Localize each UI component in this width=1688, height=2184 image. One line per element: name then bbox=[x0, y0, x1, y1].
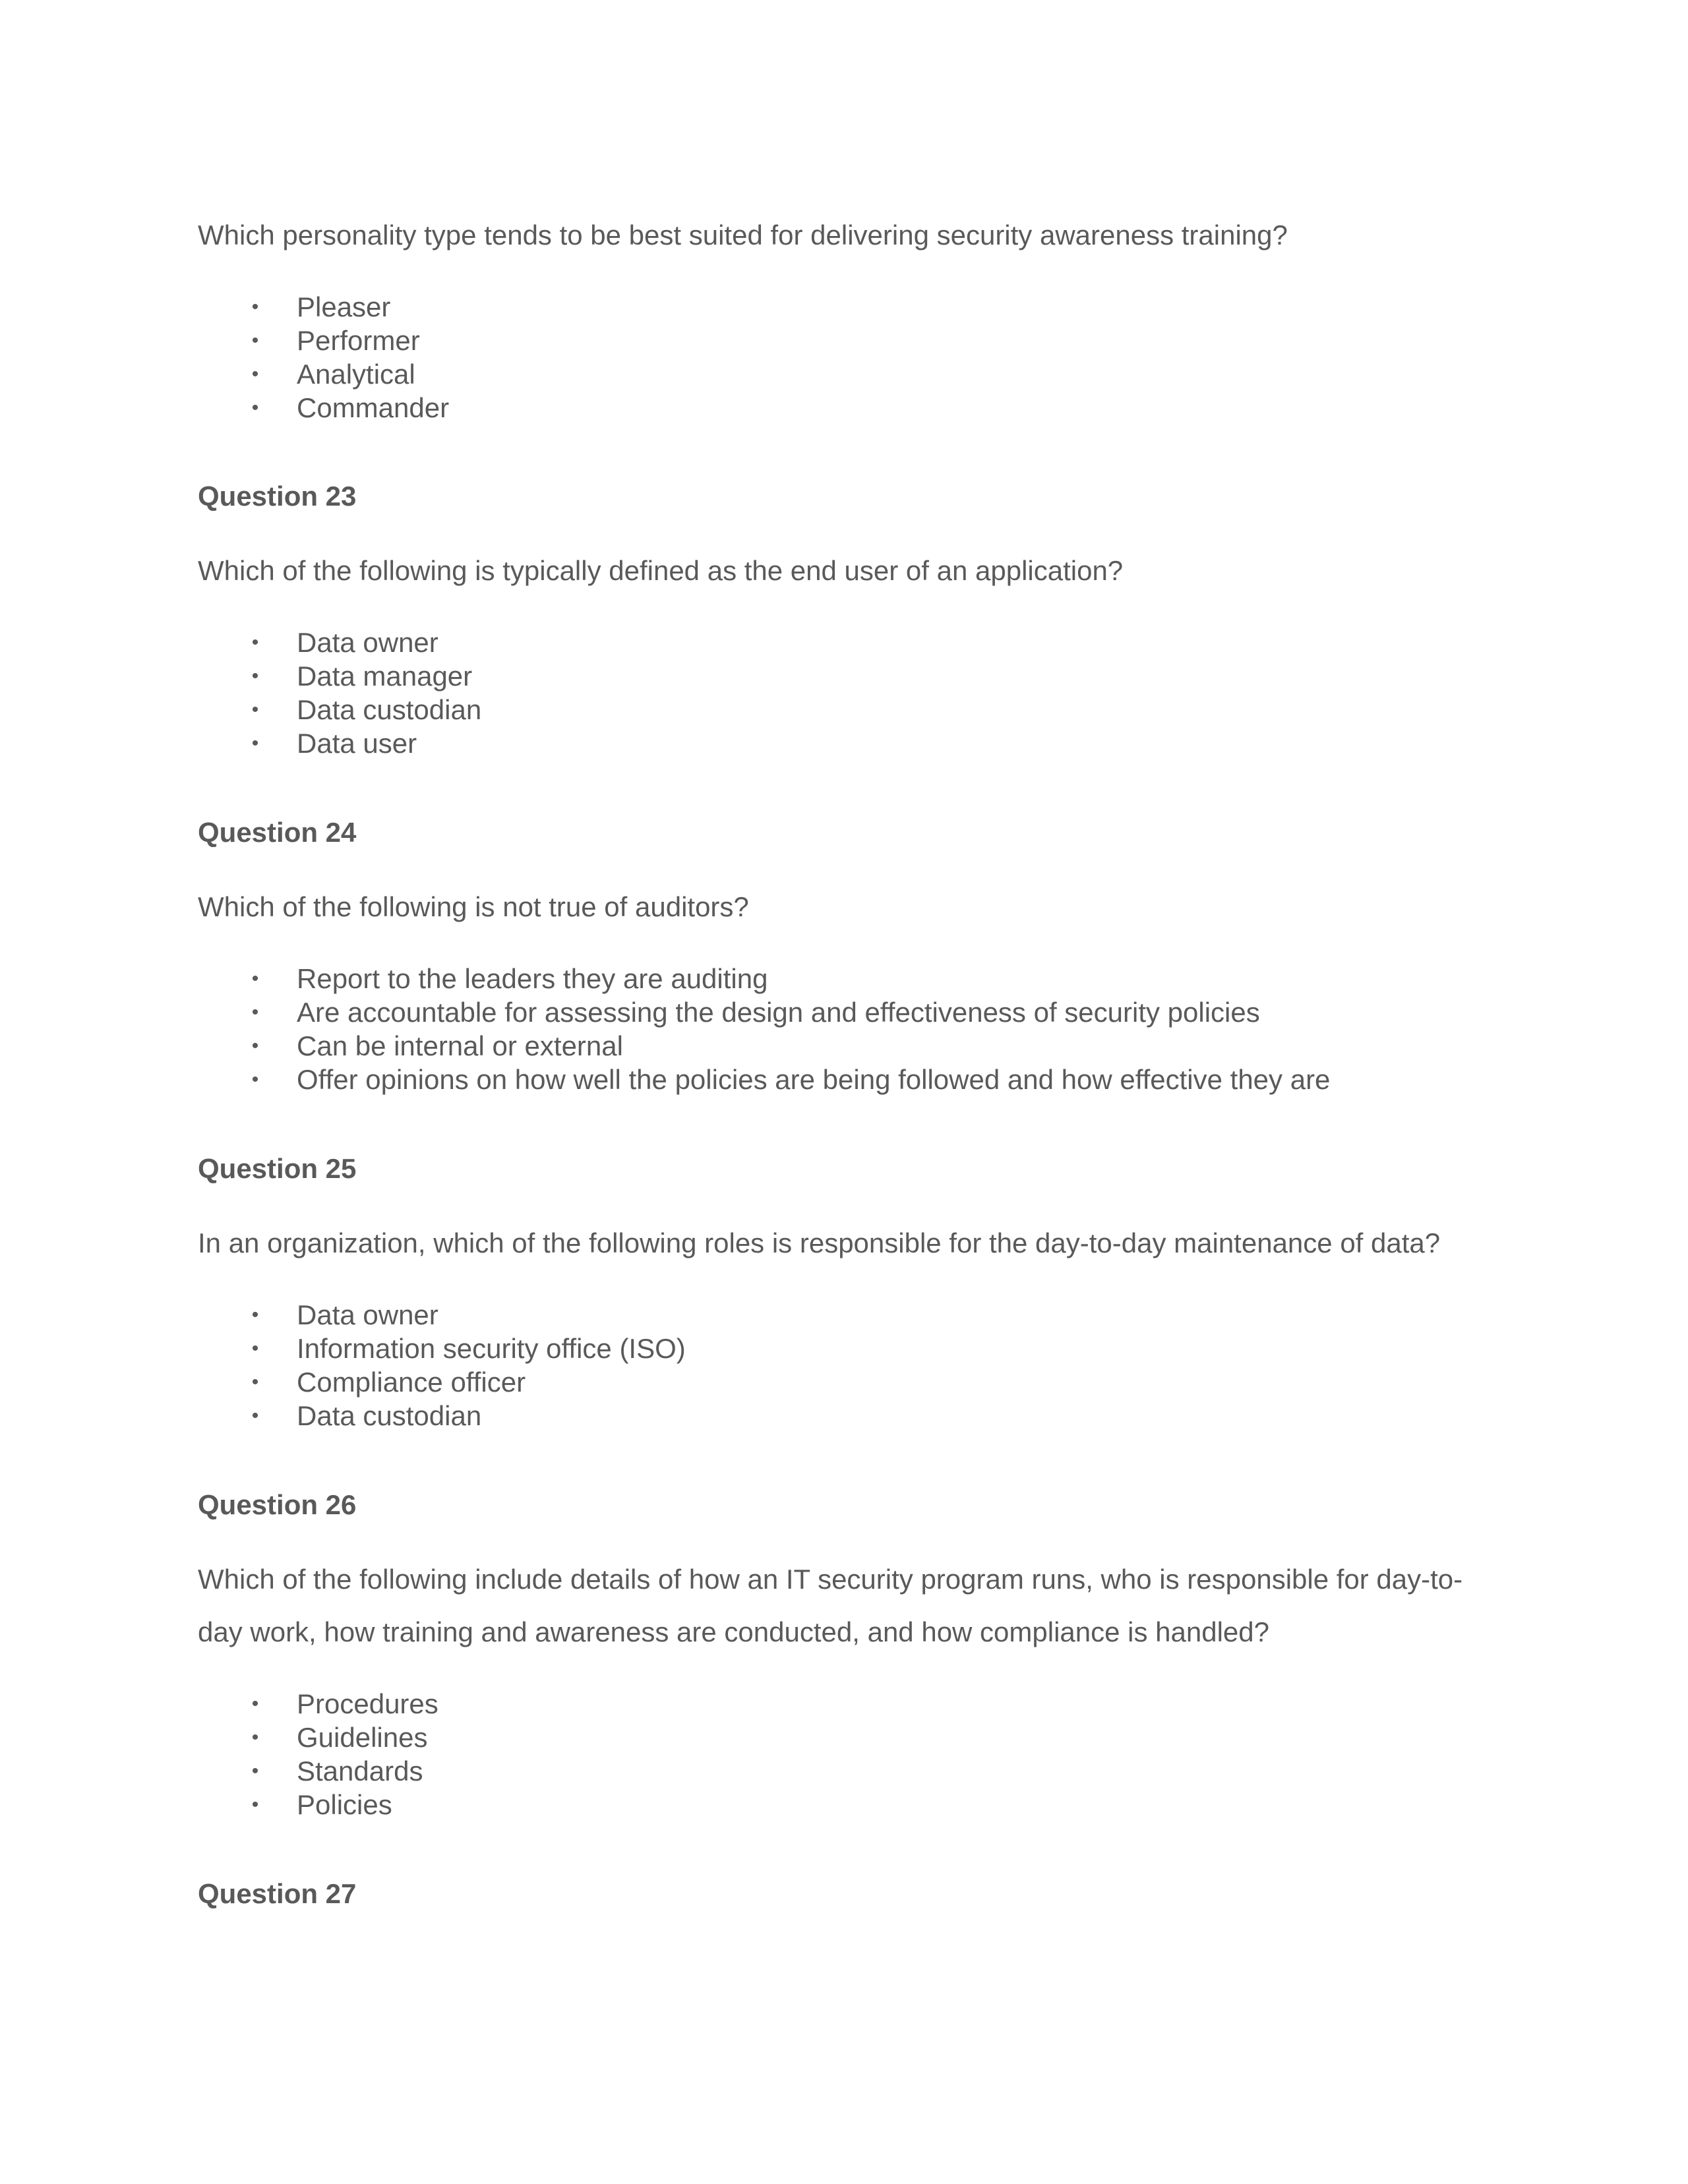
bullet: • bbox=[251, 1035, 259, 1057]
bullet: • bbox=[251, 363, 259, 385]
question-text: In an organization, which of the following roles is responsible for the day-to-day maintenance of data? bbox=[198, 1227, 1441, 1258]
question-heading: Question 26 bbox=[198, 1489, 357, 1520]
bullet: • bbox=[251, 1069, 259, 1090]
question-heading: Question 25 bbox=[198, 1153, 357, 1184]
bullet: • bbox=[251, 397, 259, 419]
question-text: Which personality type tends to be best suited for delivering security awareness training? bbox=[198, 220, 1288, 251]
bullet: • bbox=[251, 1338, 259, 1359]
bullet: • bbox=[251, 968, 259, 989]
question-text-line-2: day work, how training and awareness are conducted, and how compliance is handled? bbox=[198, 1616, 1269, 1647]
bullet: • bbox=[251, 1371, 259, 1393]
question-text-line-1: Which of the following include details of how an IT security program runs, who is responsible for day-to- bbox=[198, 1564, 1463, 1595]
bullet: • bbox=[251, 1693, 259, 1715]
bullet: • bbox=[251, 1794, 259, 1815]
bullet: • bbox=[251, 632, 259, 653]
bullet: • bbox=[251, 330, 259, 351]
bullet: • bbox=[251, 699, 259, 721]
bullet: • bbox=[251, 1405, 259, 1427]
document-page: Which personality type tends to be best suited for delivering security awareness training? • Pleaser • Performer • Analytical • Commander Question 23 Which of the following is typically defined as the end user of an application? • Data owner • Data manager • Data custodian • Data user Question 24 Which of the following is not true of auditors? • Report to the leaders they are auditing • Are accountable for assessing the design and effectiveness of security policies • Can be internal or external • Offer opinions on how well the policies are being followed and how effective they are Question 25 In an organization, which of the following roles is responsible for the day-to-day maintenance of data? • Data owner • Information security office (ISO) • Compliance officer • Data custodian Question 26 Which of the following include details of how an IT security program runs, who is responsible for day-to- day work, how training and awareness are conducted, and how compliance is handled? • Procedures • Guidelines • Standards • Policies Question 27 bbox=[0, 0, 1688, 2184]
question-heading: Question 24 bbox=[198, 817, 357, 848]
bullet: • bbox=[251, 1001, 259, 1023]
bullet: • bbox=[251, 1304, 259, 1326]
bullet: • bbox=[251, 665, 259, 687]
bullet: • bbox=[251, 1760, 259, 1782]
bullet: • bbox=[251, 1727, 259, 1748]
question-text: Which of the following is typically defined as the end user of an application? bbox=[198, 555, 1124, 586]
bullet: • bbox=[251, 296, 259, 318]
bullet: • bbox=[251, 732, 259, 754]
question-text: Which of the following is not true of auditors? bbox=[198, 891, 749, 922]
question-heading: Question 27 bbox=[198, 1878, 357, 1909]
question-heading: Question 23 bbox=[198, 481, 357, 512]
